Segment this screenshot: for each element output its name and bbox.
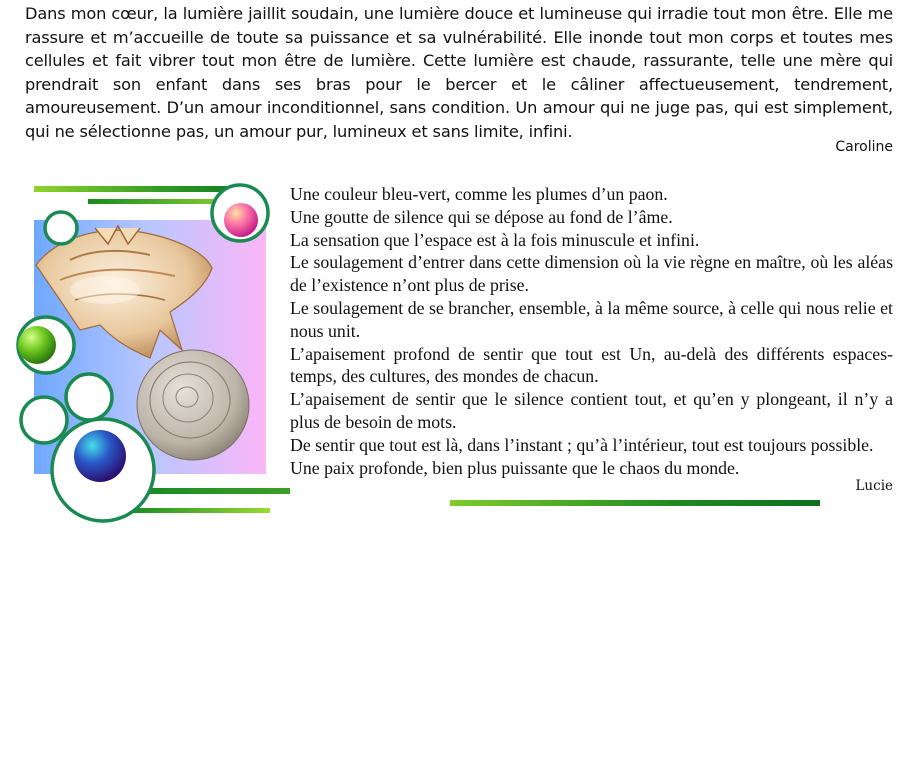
poem-line: Le soulagement de se brancher, ensemble, à la même source, à celle qui nous relie et nous unit. [290,297,893,341]
circle-ring-small [45,212,77,244]
bottom-right-bar-decoration [450,500,820,506]
fossil-shell-image [137,350,249,460]
poem-line: Une couleur bleu-vert, comme les plumes d’un paon. [290,184,668,204]
poem-line: Une goutte de silence qui se dépose au fond de l’âme. [290,206,673,227]
poem-line: Une paix profonde, bien plus puissante que le chaos du monde. [290,457,740,478]
caroline-paragraph: Dans mon cœur, la lumière jaillit soudain, une lumière douce et lumineuse qui irradie tout mon être. Elle me rassure et m’accueille de toute sa puissance et sa vulnérabilité. Elle inonde tout mon corps et toutes mes cellules et fait vibrer tout mon être de lumière. Cette lumière est chaude, rassurante, telle une mère qui prendrait son enfant dans ses bras pour le bercer et le câliner affectueusement, tendrement, amoureusement. D’un amour inconditionnel, sans condition. Un amour qui ne juge pas, qui est simplement, qui ne sélectionne pas, un amour pur, lumineux et sans limite, infini. [25,4,893,141]
green-sphere [18,326,56,364]
circle-ring-empty [66,374,112,420]
lucie-poem [290,183,893,479]
lucie-signature: Lucie [855,478,893,494]
decorative-artwork [0,0,290,530]
circle-ring-empty-2 [21,397,67,443]
poem-line: La sensation que l’espace est à la fois minuscule et infini. [290,229,700,250]
bottom-bar-decoration [145,488,290,494]
bottom-bar-decoration-2 [130,508,270,513]
poem-line: L’apaisement profond de sentir que tout est Un, au-delà des différents espaces-temps, des cultures, des mondes de chacun. [290,343,893,387]
top-bar-decoration [34,186,252,192]
pink-sphere [224,203,258,237]
poem-line: Le soulagement d’entrer dans cette dimension où la vie règne en maître, où les aléas de l’existence n’ont plus de prise. [290,252,893,296]
poem-line: L’apaisement de sentir que le silence contient tout, et qu’en y plongeant, il n’y a plus de besoin de mots. [290,389,893,432]
blue-sphere [74,430,126,482]
caroline-signature: Caroline [835,139,893,155]
poem-line: De sentir que tout est là, dans l’instant ; qu’à l’intérieur, tout est toujours possible. [290,434,874,455]
